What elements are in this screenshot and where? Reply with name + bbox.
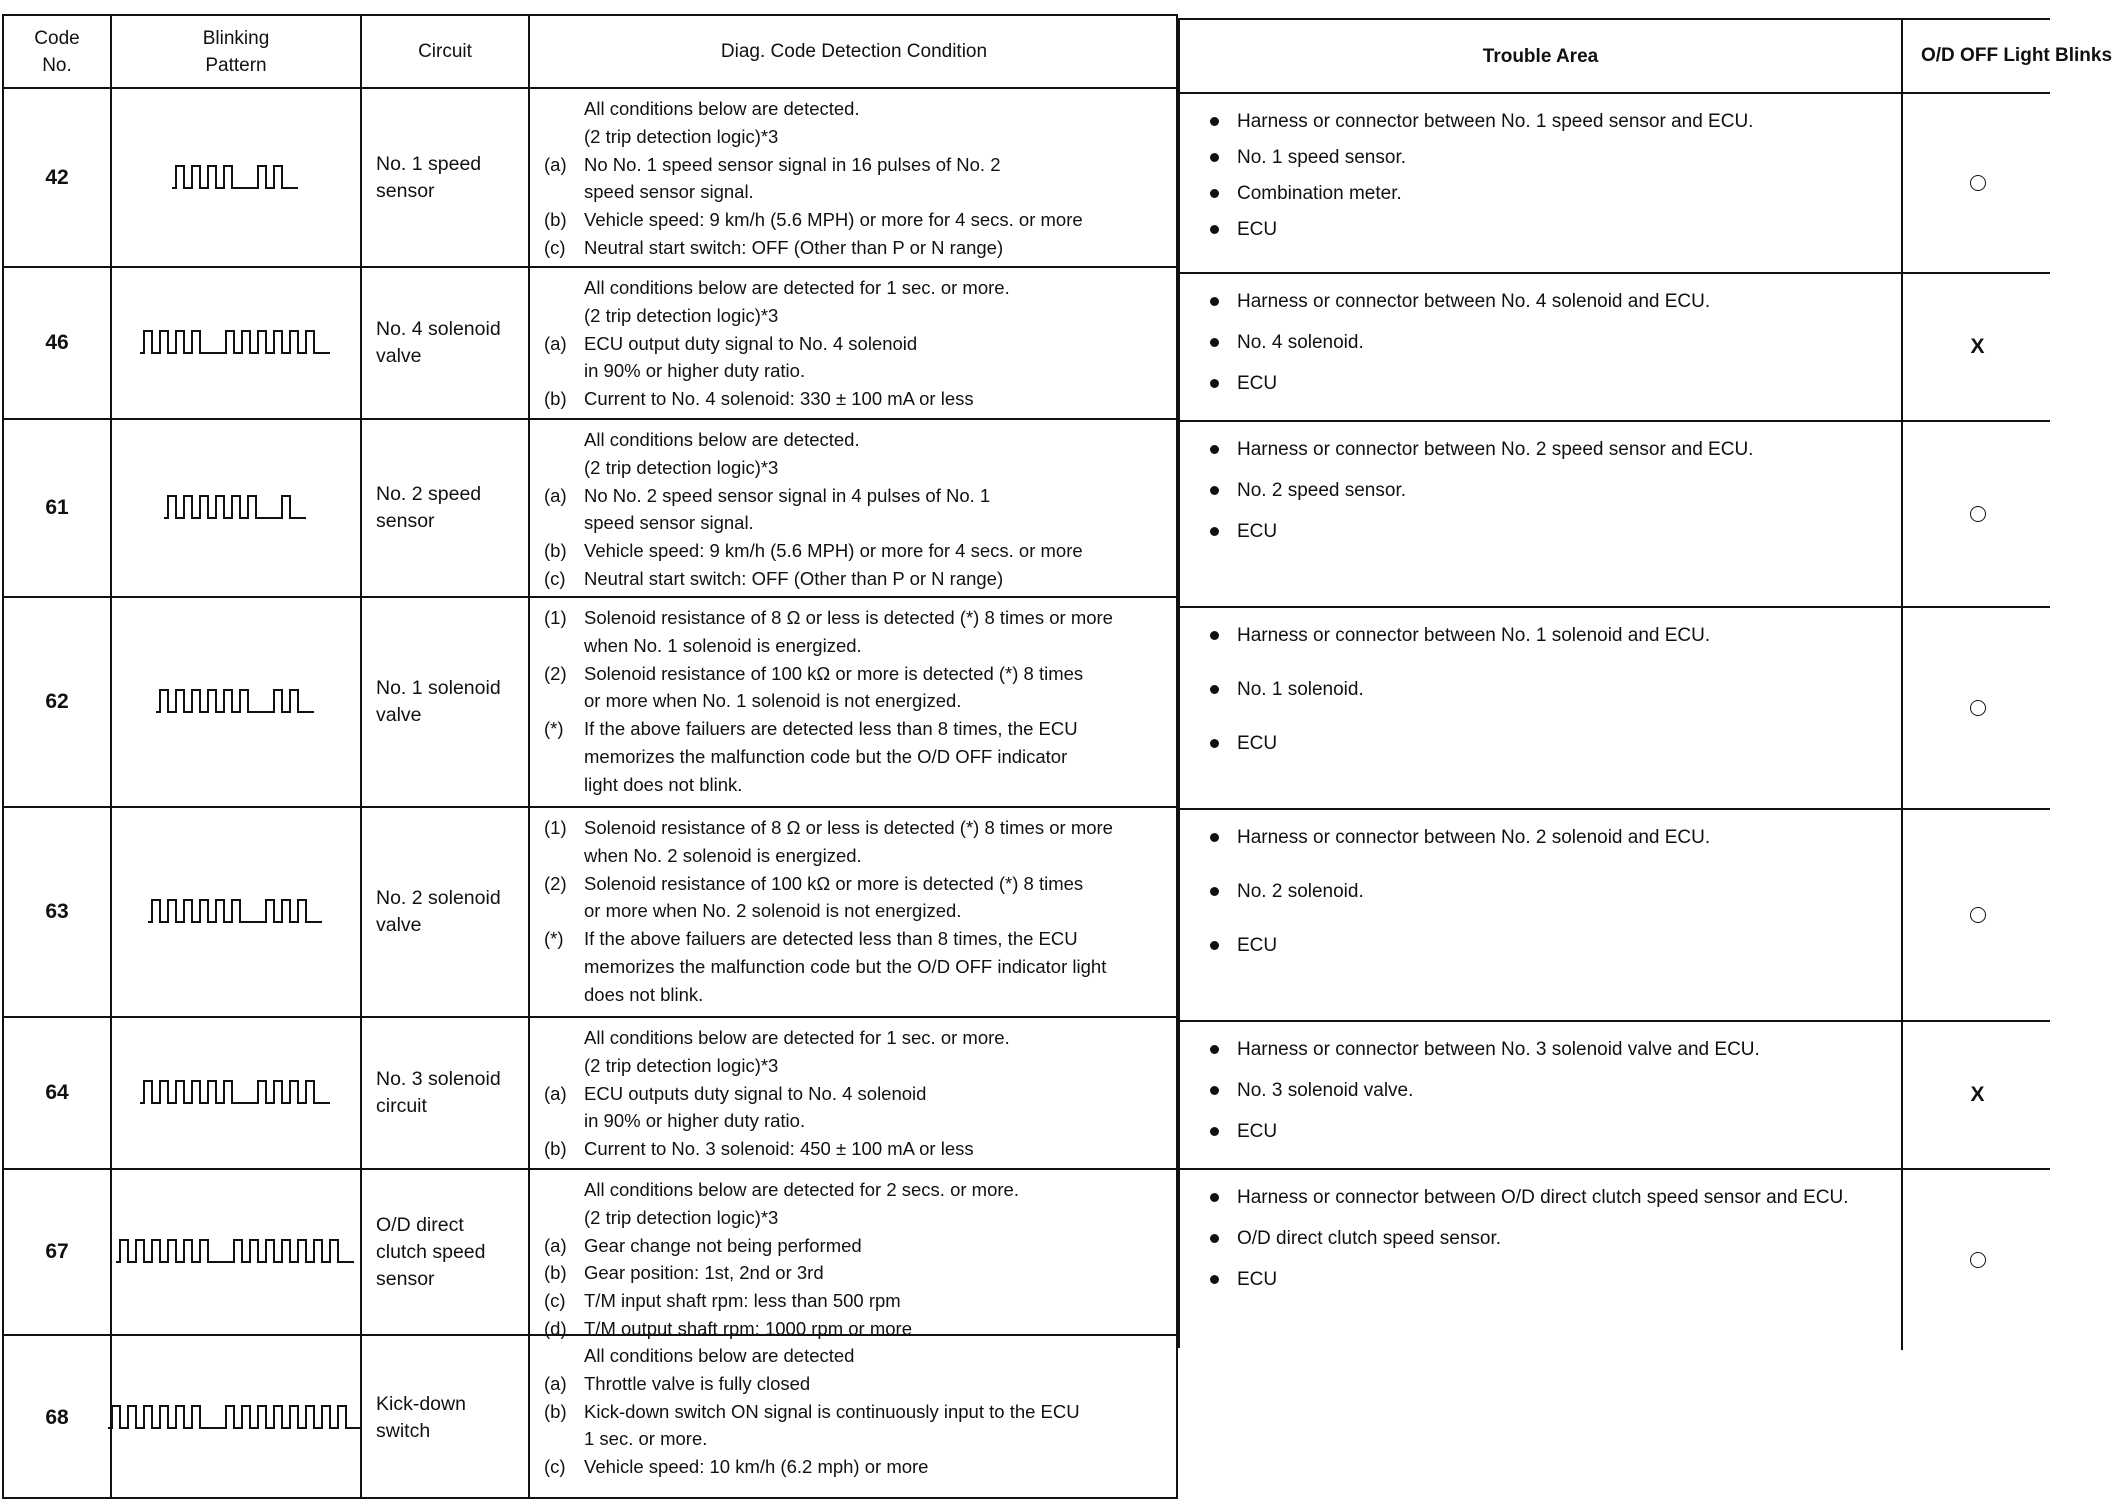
condition-line bbox=[544, 1287, 1168, 1315]
trouble-row bbox=[1180, 1168, 2050, 1350]
trouble-item: ECU bbox=[1210, 518, 1891, 559]
detection-condition bbox=[530, 420, 1178, 596]
od-mark: X bbox=[1970, 1083, 1985, 1106]
condition-line bbox=[544, 95, 1168, 123]
condition-key: (a) bbox=[544, 1234, 567, 1256]
trouble-item: No. 1 solenoid. bbox=[1210, 676, 1891, 730]
condition-line bbox=[544, 897, 1168, 925]
condition-line bbox=[544, 1232, 1168, 1260]
condition-text: All conditions below are detected bbox=[584, 1345, 855, 1366]
trouble-row bbox=[1180, 1020, 2050, 1168]
blink-pattern-icon bbox=[112, 1170, 362, 1334]
condition-key: (d) bbox=[544, 1317, 567, 1339]
detection-condition bbox=[530, 1018, 1178, 1168]
condition-key: (a) bbox=[544, 1372, 567, 1394]
circle-mark-icon bbox=[1970, 1252, 1986, 1268]
condition-text: All conditions below are detected for 2 secs. or more. bbox=[584, 1179, 1019, 1200]
trouble-item: No. 2 speed sensor. bbox=[1210, 477, 1891, 518]
condition-text: memorizes the malfunction code but the O/D OFF indicator bbox=[584, 745, 1068, 767]
code-number: 64 bbox=[4, 1018, 112, 1168]
circuit-line: switch bbox=[376, 1419, 431, 1442]
condition-text: in 90% or higher duty ratio. bbox=[584, 1110, 806, 1132]
condition-text: in 90% or higher duty ratio. bbox=[584, 360, 806, 382]
circuit-line: No. 3 solenoid bbox=[376, 1068, 501, 1090]
condition-text: Throttle valve is fully closed bbox=[584, 1372, 811, 1394]
detection-condition bbox=[530, 1170, 1178, 1339]
circuit-line: clutch speed bbox=[376, 1240, 486, 1263]
circuit-line: Kick-down bbox=[376, 1392, 466, 1415]
circuit-name bbox=[362, 1170, 530, 1334]
condition-key bbox=[544, 1176, 584, 1204]
condition-text: If the above failuers are detected less than 8 times, the ECU bbox=[584, 928, 1078, 950]
bullet-icon bbox=[1210, 153, 1219, 162]
condition-line bbox=[544, 1342, 1168, 1370]
condition-key bbox=[544, 95, 584, 123]
header-trouble-area: Trouble Area bbox=[1180, 20, 1903, 92]
condition-text: All conditions below are detected for 1 sec. or more. bbox=[584, 1027, 1010, 1048]
condition-key: (b) bbox=[544, 1262, 567, 1284]
circuit-line: sensor bbox=[376, 1267, 435, 1290]
trouble-item: Harness or connector between O/D direct clutch speed sensor and ECU. bbox=[1210, 1184, 1891, 1225]
circuit-line: circuit bbox=[376, 1095, 427, 1117]
code-number: 63 bbox=[4, 808, 112, 1016]
detection-condition bbox=[530, 598, 1178, 806]
condition-line bbox=[544, 715, 1168, 743]
condition-line bbox=[544, 870, 1168, 898]
trouble-item: O/D direct clutch speed sensor. bbox=[1210, 1225, 1891, 1266]
detection-condition bbox=[530, 268, 1178, 418]
circuit-name bbox=[362, 1018, 530, 1168]
blink-pattern-icon bbox=[112, 89, 362, 266]
bullet-icon bbox=[1210, 486, 1219, 495]
condition-key bbox=[544, 123, 584, 151]
trouble-item: Harness or connector between No. 3 solenoid valve and ECU. bbox=[1210, 1036, 1891, 1077]
condition-text: No No. 2 speed sensor signal in 4 pulses of No. 1 bbox=[584, 484, 991, 506]
header-blinking-pattern: Blinking Pattern bbox=[112, 16, 362, 87]
condition-line bbox=[544, 953, 1168, 981]
bullet-icon bbox=[1210, 445, 1219, 454]
condition-line bbox=[544, 357, 1168, 385]
condition-line bbox=[544, 925, 1168, 953]
trouble-item: ECU bbox=[1210, 1118, 1891, 1159]
condition-text: T/M output shaft rpm: 1000 rpm or more bbox=[584, 1317, 912, 1339]
code-number: 42 bbox=[4, 89, 112, 266]
condition-text: Kick-down switch ON signal is continuously input to the ECU bbox=[584, 1400, 1080, 1422]
circuit-line: No. 2 speed bbox=[376, 483, 482, 505]
bullet-icon bbox=[1210, 941, 1219, 950]
condition-text: Neutral start switch: OFF (Other than P or N range) bbox=[584, 567, 1004, 589]
code-number: 67 bbox=[4, 1170, 112, 1334]
condition-line bbox=[544, 604, 1168, 632]
condition-line bbox=[544, 123, 1168, 151]
condition-key: (b) bbox=[544, 209, 567, 231]
condition-text: Vehicle speed: 9 km/h (5.6 MPH) or more for 4 secs. or more bbox=[584, 209, 1083, 231]
condition-key: (a) bbox=[544, 484, 567, 506]
condition-text: (2 trip detection logic)*3 bbox=[584, 125, 779, 147]
table-header-row bbox=[4, 16, 1176, 87]
circle-mark-icon bbox=[1970, 700, 1986, 716]
od-off-light-blinks bbox=[1903, 810, 2052, 1020]
condition-key: (*) bbox=[544, 718, 564, 740]
condition-key: (c) bbox=[544, 236, 566, 258]
condition-line bbox=[544, 537, 1168, 565]
bullet-icon bbox=[1210, 685, 1219, 694]
condition-text: or more when No. 1 solenoid is not energized. bbox=[584, 690, 962, 712]
circuit-name bbox=[362, 1336, 530, 1499]
condition-key bbox=[544, 426, 584, 454]
blink-pattern-icon bbox=[112, 268, 362, 418]
condition-key bbox=[544, 274, 584, 302]
condition-text: Current to No. 4 solenoid: 330 ± 100 mA or less bbox=[584, 388, 974, 410]
condition-text: (2 trip detection logic)*3 bbox=[584, 1206, 779, 1228]
blink-pattern-icon bbox=[112, 420, 362, 596]
condition-text: All conditions below are detected. bbox=[584, 429, 860, 450]
circle-mark-icon bbox=[1970, 907, 1986, 923]
condition-line bbox=[544, 509, 1168, 537]
trouble-area bbox=[1180, 1022, 1903, 1168]
condition-key: (a) bbox=[544, 1082, 567, 1104]
bullet-icon bbox=[1210, 297, 1219, 306]
table-row bbox=[4, 1168, 1176, 1339]
condition-text: Vehicle speed: 9 km/h (5.6 MPH) or more for 4 secs. or more bbox=[584, 540, 1083, 562]
trouble-item: ECU bbox=[1210, 730, 1891, 784]
header-condition: Diag. Code Detection Condition bbox=[720, 41, 988, 62]
condition-key: (b) bbox=[544, 1400, 567, 1422]
bullet-icon bbox=[1210, 338, 1219, 347]
condition-line bbox=[544, 771, 1168, 799]
bullet-icon bbox=[1210, 225, 1219, 234]
condition-line bbox=[544, 1453, 1168, 1481]
table-row bbox=[4, 1334, 1176, 1499]
condition-text: (2 trip detection logic)*3 bbox=[584, 456, 779, 478]
condition-text: speed sensor signal. bbox=[584, 512, 754, 534]
condition-line bbox=[544, 151, 1168, 179]
table-row bbox=[4, 266, 1176, 418]
trouble-area bbox=[1180, 608, 1903, 808]
circuit-name bbox=[362, 420, 530, 596]
condition-key bbox=[544, 1052, 584, 1080]
bullet-icon bbox=[1210, 739, 1219, 748]
condition-text: Vehicle speed: 10 km/h (6.2 mph) or more bbox=[584, 1456, 929, 1478]
table-row bbox=[4, 806, 1176, 1016]
condition-key: (b) bbox=[544, 388, 567, 410]
condition-line bbox=[544, 1370, 1168, 1398]
od-off-light-blinks bbox=[1903, 1170, 2052, 1350]
condition-line bbox=[544, 1425, 1168, 1453]
condition-line bbox=[544, 302, 1168, 330]
condition-text: Gear change not being performed bbox=[584, 1234, 862, 1256]
trouble-row bbox=[1180, 272, 2050, 420]
bullet-icon bbox=[1210, 1234, 1219, 1243]
circuit-name bbox=[362, 598, 530, 806]
condition-text: No No. 1 speed sensor signal in 16 pulses of No. 2 bbox=[584, 153, 1001, 175]
condition-text: Solenoid resistance of 100 kΩ or more is detected (*) 8 times bbox=[584, 872, 1084, 894]
circuit-name bbox=[362, 808, 530, 1016]
trouble-item: Harness or connector between No. 2 speed sensor and ECU. bbox=[1210, 436, 1891, 477]
circuit-line: sensor bbox=[376, 179, 435, 202]
trouble-item: No. 1 speed sensor. bbox=[1210, 144, 1891, 180]
blink-pattern-icon bbox=[112, 598, 362, 806]
condition-line bbox=[544, 274, 1168, 302]
condition-line bbox=[544, 206, 1168, 234]
condition-key: (1) bbox=[544, 607, 567, 628]
condition-line bbox=[544, 234, 1168, 262]
condition-text: T/M input shaft rpm: less than 500 rpm bbox=[584, 1290, 901, 1312]
od-mark: X bbox=[1970, 335, 1985, 358]
bullet-icon bbox=[1210, 527, 1219, 536]
condition-text: or more when No. 2 solenoid is not energized. bbox=[584, 900, 962, 922]
bullet-icon bbox=[1210, 631, 1219, 640]
table-row bbox=[4, 87, 1176, 266]
trouble-item: ECU bbox=[1210, 370, 1891, 411]
condition-text: ECU output duty signal to No. 4 solenoid bbox=[584, 332, 918, 354]
circuit-line: No. 4 solenoid bbox=[376, 318, 501, 340]
blink-pattern-icon bbox=[112, 1336, 362, 1499]
trouble-row bbox=[1180, 606, 2050, 808]
condition-line bbox=[544, 1052, 1168, 1080]
circuit-line: No. 2 solenoid bbox=[376, 887, 501, 909]
condition-text: memorizes the malfunction code but the O/D OFF indicator light bbox=[584, 955, 1107, 977]
code-number: 68 bbox=[4, 1336, 112, 1499]
condition-text: (2 trip detection logic)*3 bbox=[584, 304, 779, 326]
condition-text: Solenoid resistance of 100 kΩ or more is detected (*) 8 times bbox=[584, 662, 1084, 684]
condition-key: (a) bbox=[544, 332, 567, 354]
condition-key bbox=[544, 454, 584, 482]
diagnostic-code-table bbox=[2, 14, 1178, 1499]
code-number: 46 bbox=[4, 268, 112, 418]
condition-text: Current to No. 3 solenoid: 450 ± 100 mA or less bbox=[584, 1138, 974, 1160]
trouble-row bbox=[1180, 92, 2050, 272]
condition-key: (b) bbox=[544, 540, 567, 562]
condition-text: (2 trip detection logic)*3 bbox=[584, 1054, 779, 1076]
bullet-icon bbox=[1210, 1045, 1219, 1054]
header-od-off-light: O/D OFF Light Blinks bbox=[1921, 45, 2112, 66]
condition-line bbox=[544, 426, 1168, 454]
condition-key: (1) bbox=[544, 817, 567, 838]
trouble-item: No. 2 solenoid. bbox=[1210, 878, 1891, 932]
trouble-area bbox=[1180, 810, 1903, 1020]
bullet-icon bbox=[1210, 189, 1219, 198]
trouble-item: ECU bbox=[1210, 932, 1891, 986]
condition-line bbox=[544, 1176, 1168, 1204]
bullet-icon bbox=[1210, 833, 1219, 842]
trouble-area bbox=[1180, 422, 1903, 606]
condition-line bbox=[544, 454, 1168, 482]
condition-line bbox=[544, 743, 1168, 771]
condition-text: All conditions below are detected for 1 sec. or more. bbox=[584, 277, 1010, 298]
circuit-line: valve bbox=[376, 704, 422, 726]
circuit-line: valve bbox=[376, 914, 422, 936]
condition-line bbox=[544, 1135, 1168, 1163]
condition-text: Gear position: 1st, 2nd or 3rd bbox=[584, 1262, 824, 1284]
condition-key bbox=[544, 1204, 584, 1232]
detection-condition bbox=[530, 1336, 1178, 1499]
circle-mark-icon bbox=[1970, 175, 1986, 191]
condition-line bbox=[544, 1024, 1168, 1052]
bullet-icon bbox=[1210, 1086, 1219, 1095]
trouble-item: No. 3 solenoid valve. bbox=[1210, 1077, 1891, 1118]
condition-line bbox=[544, 981, 1168, 1009]
od-off-light-blinks bbox=[1903, 422, 2052, 606]
condition-line bbox=[544, 842, 1168, 870]
condition-line bbox=[544, 632, 1168, 660]
circuit-line: sensor bbox=[376, 510, 435, 532]
circuit-name bbox=[362, 268, 530, 418]
condition-line bbox=[544, 1107, 1168, 1135]
trouble-item: ECU bbox=[1210, 1266, 1891, 1307]
detection-condition bbox=[530, 89, 1178, 266]
trouble-item: No. 4 solenoid. bbox=[1210, 329, 1891, 370]
trouble-item: Harness or connector between No. 1 solenoid and ECU. bbox=[1210, 622, 1891, 676]
condition-key: (c) bbox=[544, 1290, 566, 1312]
circuit-name bbox=[362, 89, 530, 266]
bullet-icon bbox=[1210, 1127, 1219, 1136]
condition-text: when No. 2 solenoid is energized. bbox=[584, 844, 862, 866]
trouble-row bbox=[1180, 808, 2050, 1020]
trouble-item: Combination meter. bbox=[1210, 180, 1891, 216]
condition-line bbox=[544, 1398, 1168, 1426]
trouble-area bbox=[1180, 1170, 1903, 1350]
condition-key bbox=[544, 302, 584, 330]
trouble-item: Harness or connector between No. 2 solenoid and ECU. bbox=[1210, 824, 1891, 878]
condition-key: (2) bbox=[544, 872, 567, 894]
blink-pattern-icon bbox=[112, 1018, 362, 1168]
code-number: 61 bbox=[4, 420, 112, 596]
condition-line bbox=[544, 814, 1168, 842]
od-off-light-blinks bbox=[1903, 608, 2052, 808]
circuit-line: No. 1 solenoid bbox=[376, 677, 501, 699]
od-off-light-blinks bbox=[1903, 1022, 2052, 1168]
condition-key: (c) bbox=[544, 1456, 566, 1478]
condition-key: (a) bbox=[544, 153, 567, 175]
trouble-item: Harness or connector between No. 1 speed sensor and ECU. bbox=[1210, 108, 1891, 144]
condition-text: when No. 1 solenoid is energized. bbox=[584, 634, 862, 656]
trouble-header-row bbox=[1180, 20, 2112, 92]
condition-line bbox=[544, 1080, 1168, 1108]
od-off-light-blinks bbox=[1903, 94, 2052, 272]
trouble-item: Harness or connector between No. 4 solenoid and ECU. bbox=[1210, 288, 1891, 329]
od-off-light-blinks bbox=[1903, 274, 2052, 420]
circle-mark-icon bbox=[1970, 506, 1986, 522]
condition-line bbox=[544, 330, 1168, 358]
bullet-icon bbox=[1210, 379, 1219, 388]
condition-line bbox=[544, 385, 1168, 413]
trouble-area bbox=[1180, 274, 1903, 420]
condition-text: light does not blink. bbox=[584, 773, 743, 795]
condition-line bbox=[544, 1259, 1168, 1287]
table-row bbox=[4, 596, 1176, 806]
condition-line bbox=[544, 687, 1168, 715]
condition-key: (c) bbox=[544, 567, 566, 589]
condition-line bbox=[544, 660, 1168, 688]
code-number: 62 bbox=[4, 598, 112, 806]
condition-key bbox=[544, 1024, 584, 1052]
bullet-icon bbox=[1210, 1275, 1219, 1284]
detection-condition bbox=[530, 808, 1178, 1016]
condition-text: does not blink. bbox=[584, 983, 704, 1005]
condition-text: If the above failuers are detected less than 8 times, the ECU bbox=[584, 718, 1078, 740]
condition-text: speed sensor signal. bbox=[584, 181, 754, 203]
trouble-item: ECU bbox=[1210, 216, 1891, 252]
condition-key bbox=[544, 1342, 584, 1370]
condition-text: All conditions below are detected. bbox=[584, 98, 860, 119]
condition-text: Neutral start switch: OFF (Other than P or N range) bbox=[584, 236, 1004, 258]
trouble-row bbox=[1180, 420, 2050, 606]
table-row bbox=[4, 1016, 1176, 1168]
condition-line bbox=[544, 482, 1168, 510]
condition-key: (b) bbox=[544, 1138, 567, 1160]
blink-pattern-icon bbox=[112, 808, 362, 1016]
trouble-area-table bbox=[1178, 18, 2112, 1348]
bullet-icon bbox=[1210, 117, 1219, 126]
table-row bbox=[4, 418, 1176, 596]
condition-text: 1 sec. or more. bbox=[584, 1428, 708, 1450]
header-code-no: Code No. bbox=[4, 16, 112, 87]
bullet-icon bbox=[1210, 1193, 1219, 1202]
trouble-area bbox=[1180, 94, 1903, 272]
condition-line bbox=[544, 178, 1168, 206]
circuit-line: valve bbox=[376, 345, 422, 367]
header-circuit: Circuit bbox=[362, 16, 530, 87]
condition-key: (2) bbox=[544, 662, 567, 684]
condition-text: Solenoid resistance of 8 Ω or less is detected (*) 8 times or more bbox=[584, 607, 1113, 628]
condition-text: Solenoid resistance of 8 Ω or less is detected (*) 8 times or more bbox=[584, 817, 1113, 838]
condition-text: ECU outputs duty signal to No. 4 solenoid bbox=[584, 1082, 927, 1104]
circuit-line: O/D direct bbox=[376, 1213, 464, 1236]
circuit-line: No. 1 speed bbox=[376, 152, 482, 175]
condition-key: (*) bbox=[544, 928, 564, 950]
bullet-icon bbox=[1210, 887, 1219, 896]
condition-line bbox=[544, 565, 1168, 593]
condition-line bbox=[544, 1204, 1168, 1232]
